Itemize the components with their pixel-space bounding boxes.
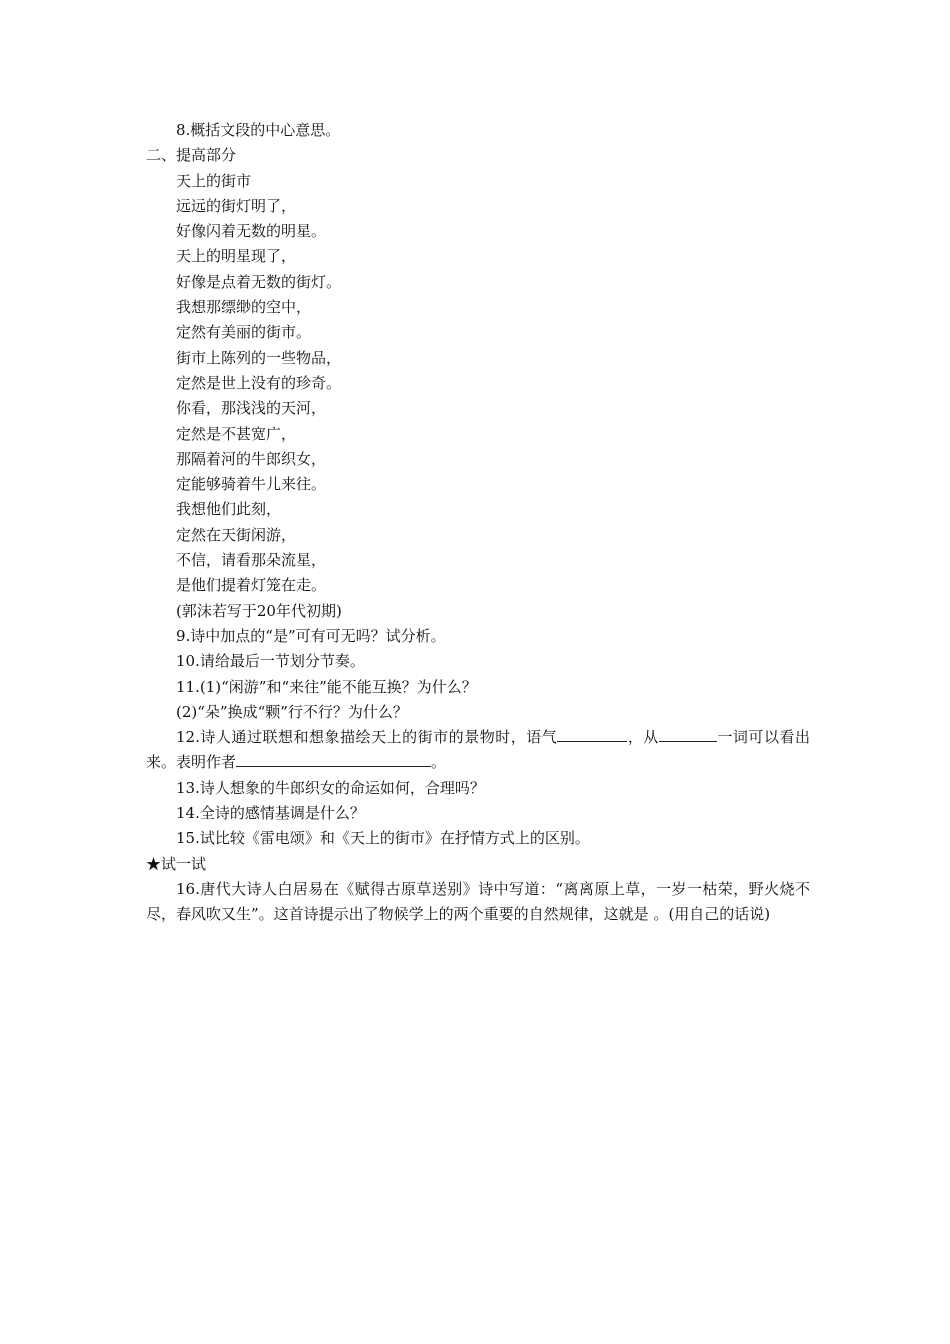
question-9: 9.诗中加点的“是”可有可无吗？试分析。: [176, 626, 446, 645]
poem-line: 定能够骑着牛儿来往。: [176, 475, 327, 494]
poem-line: 我想那缥缈的空中，: [176, 298, 312, 317]
worksheet-page: [146, 118, 810, 928]
question-12: [146, 725, 810, 776]
section-title-improve: 二、提高部分: [146, 146, 237, 165]
question-14: 14.全诗的感情基调是什么？: [176, 804, 365, 823]
poem-line: 你看，那浅浅的天河，: [176, 399, 327, 418]
poem-line: 那隔着河的牛郎织女，: [176, 449, 327, 468]
poem-title: 天上的街市: [176, 171, 252, 190]
poem-source: (郭沫若写于20年代初期): [176, 601, 342, 620]
poem-line: 天上的明星现了，: [176, 247, 297, 266]
poem-line: 定然有美丽的街市。: [176, 323, 312, 342]
poem-line: 不信，请看那朵流星，: [176, 551, 327, 570]
question-8: 8.概括文段的中心意思。: [176, 121, 341, 139]
poem-line: 远远的街灯明了，: [176, 196, 297, 215]
question-15: 15.试比较《雷电颂》和《天上的街市》在抒情方式上的区别。: [176, 829, 590, 848]
question-13: 13.诗人想象的牛郎织女的命运如何，合理吗？: [176, 778, 485, 797]
question-16: 16.唐代大诗人白居易在《赋得古原草送别》诗中写道：“离离原上草，一岁一枯荣，野火烧不尽，春风吹又生”。这首诗提示出了物候学上的两个重要的自然规律，这就是 。(用自己的话说): [146, 879, 810, 924]
question-12-text-2: ，从: [627, 728, 659, 747]
question-11-1: 11.(1)“闲游”和“来往”能不能互换？为什么？: [176, 677, 477, 696]
question-11-2: (2)“朵”换成“颗”行不行？为什么？: [176, 702, 408, 721]
poem-line: 定然在天街闲游，: [176, 525, 297, 544]
section-title-try: ★试一试: [146, 854, 207, 873]
question-10: 10.请给最后一节划分节奏。: [176, 652, 365, 671]
poem-line: 定然是世上没有的珍奇。: [176, 373, 342, 392]
poem-line: 是他们提着灯笼在走。: [176, 576, 327, 595]
poem-line: 好像闪着无数的明星。: [176, 222, 327, 241]
poem: [146, 169, 810, 624]
poem-line: 定然是不甚宽广，: [176, 424, 297, 443]
poem-line: 街市上陈列的一些物品，: [176, 348, 342, 367]
answer-blank-author-intent[interactable]: [236, 751, 431, 767]
answer-blank-tone[interactable]: [557, 726, 627, 742]
question-12-text-4: 。: [431, 753, 447, 772]
question-12-text-1: 12.诗人通过联想和想象描绘天上的街市的景物时，语气: [176, 728, 558, 747]
answer-blank-word[interactable]: [659, 726, 717, 742]
poem-line: 好像是点着无数的街灯。: [176, 272, 342, 291]
question-12-text-3: 一词可以看出来。表明作者: [146, 728, 810, 772]
poem-line: 我想他们此刻，: [176, 500, 282, 519]
